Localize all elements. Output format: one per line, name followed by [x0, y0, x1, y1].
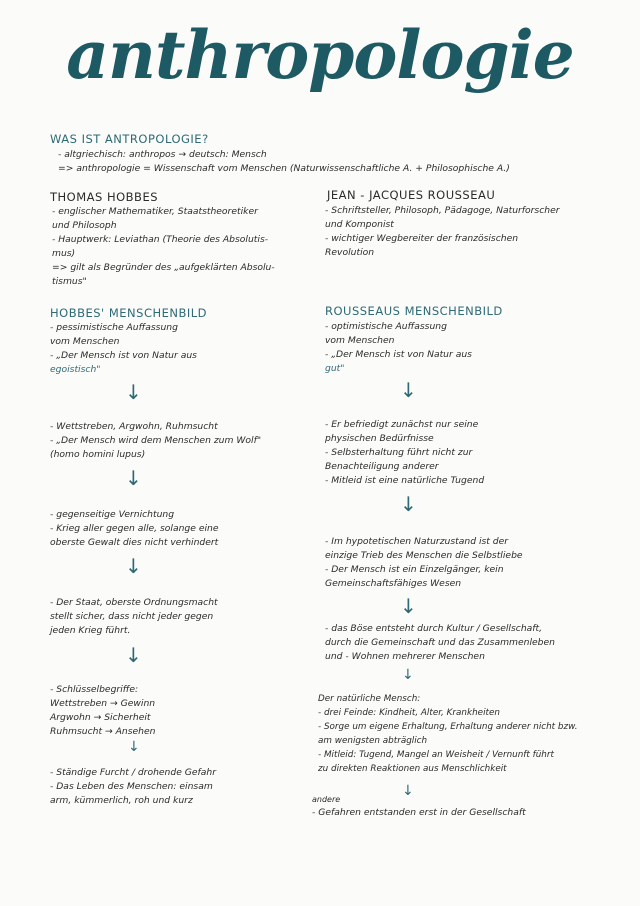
rousseau-block-2: [325, 418, 484, 488]
rousseau-block-1: [325, 320, 472, 376]
text-line: - gegenseitige Vernichtung: [50, 509, 175, 520]
hobbes-line: tismus": [52, 276, 87, 287]
text-line: - drei Feinde: Kindheit, Alter, Krankheiten: [318, 708, 500, 718]
text-line: arm, kümmerlich, roh und kurz: [50, 795, 193, 806]
hobbes-block-1: [50, 321, 197, 377]
hobbes-line: - englischer Mathematiker, Staatstheoretiker: [52, 206, 258, 217]
hobbes-line: mus): [52, 248, 76, 259]
section-heading-rousseau: JEAN - JACQUES ROUSSEAU: [327, 188, 496, 202]
text-line: gut": [325, 363, 345, 374]
text-line: - Schlüsselbegriffe:: [50, 684, 139, 695]
hobbes-bio: [52, 205, 275, 289]
text-line: - Ständige Furcht / drohende Gefahr: [50, 767, 217, 778]
text-line: Wettstreben → Gewinn: [50, 698, 156, 709]
text-line: - „Der Mensch wird dem Menschen zum Wolf": [50, 435, 262, 446]
down-arrow-icon: ↓: [402, 783, 414, 799]
text-line: oberste Gewalt dies nicht verhindert: [50, 537, 219, 548]
down-arrow-icon: ↓: [128, 739, 140, 755]
text-line: - optimistische Auffassung: [325, 321, 447, 332]
hobbes-block-5: [50, 683, 155, 739]
text-line: - Im hypotetischen Naturzustand ist der: [325, 536, 509, 547]
text-line: - Der Mensch ist ein Einzelgänger, kein: [325, 564, 504, 575]
text-line: - Krieg aller gegen alle, solange eine: [50, 523, 219, 534]
text-line: am wenigsten abträglich: [318, 736, 428, 746]
section-heading-rousseau-menschenbild: ROUSSEAUS MENSCHENBILD: [325, 304, 503, 318]
text-line: - Der Staat, oberste Ordnungsmacht: [50, 597, 218, 608]
text-line: Argwohn → Sicherheit: [50, 712, 151, 723]
text-line: Benachteiligung anderer: [325, 461, 439, 472]
text-line: einzige Trieb des Menschen die Selbstliebe: [325, 550, 523, 561]
text-line: - das Böse entsteht durch Kultur / Gesellschaft,: [325, 623, 543, 634]
down-arrow-icon: ↓: [125, 643, 142, 667]
down-arrow-icon: ↓: [400, 492, 417, 516]
text-line: physischen Bedürfnisse: [325, 433, 434, 444]
down-arrow-icon: ↓: [400, 378, 417, 402]
hobbes-line: - Hauptwerk: Leviathan (Theorie des Absolutis-: [52, 234, 269, 245]
hobbes-block-6: [50, 766, 216, 808]
hobbes-block-2: [50, 420, 261, 462]
hobbes-block-3: [50, 508, 219, 550]
text-line: zu direkten Reaktionen aus Menschlichkeit: [318, 764, 507, 774]
page-title: anthropologie: [66, 16, 574, 94]
text-line: Ruhmsucht → Ansehen: [50, 726, 156, 737]
text-line: - Das Leben des Menschen: einsam: [50, 781, 213, 792]
section-heading-was-ist: WAS IST ANTROPOLOGIE?: [50, 132, 209, 146]
was-ist-line: => anthropologie = Wissenschaft vom Menschen (Naturwissenschaftliche A. + Philosophische A.): [58, 163, 510, 174]
text-line: - Sorge um eigene Erhaltung, Erhaltung anderer nicht bzw.: [318, 722, 578, 732]
text-line: Gemeinschaftsfähiges Wesen: [325, 578, 462, 589]
down-arrow-icon: ↓: [125, 466, 142, 490]
text-line: stellt sicher, dass nicht jeder gegen: [50, 611, 214, 622]
hobbes-line: und Philosoph: [52, 220, 117, 231]
rousseau-line: und Komponist: [325, 219, 394, 230]
hobbes-line: => gilt als Begründer des „aufgeklärten Absolu-: [52, 262, 275, 273]
rousseau-line: - Schriftsteller, Philosoph, Pädagoge, Naturforscher: [325, 205, 560, 216]
text-line: - „Der Mensch ist von Natur aus: [50, 350, 197, 361]
rousseau-block-3: [325, 535, 523, 591]
rousseau-block-5: [318, 692, 578, 776]
text-line: - Er befriedigt zunächst nur seine: [325, 419, 479, 430]
text-line: - Wettstreben, Argwohn, Ruhmsucht: [50, 421, 218, 432]
text-line: - Mitleid: Tugend, Mangel an Weisheit / Vernunft führt: [318, 750, 554, 760]
text-line: - Mitleid ist eine natürliche Tugend: [325, 475, 485, 486]
was-ist-text: [58, 148, 510, 176]
rousseau-block-4: [325, 622, 555, 664]
text-line: und - Wohnen mehrerer Menschen: [325, 651, 485, 662]
text-line: vom Menschen: [50, 336, 120, 347]
was-ist-line: - altgriechisch: anthropos → deutsch: Mensch: [58, 149, 267, 160]
text-line: Der natürliche Mensch:: [318, 694, 421, 704]
rousseau-line: Revolution: [325, 247, 375, 258]
section-heading-hobbes: THOMAS HOBBES: [50, 190, 159, 204]
section-heading-hobbes-menschenbild: HOBBES' MENSCHENBILD: [50, 306, 208, 320]
hobbes-block-4: [50, 596, 218, 638]
down-arrow-icon: ↓: [125, 554, 142, 578]
rousseau-block-6: [312, 806, 526, 820]
annotation-note: andere: [312, 795, 341, 804]
rousseau-bio: [325, 204, 560, 260]
text-line: vom Menschen: [325, 335, 395, 346]
text-line: - Gefahren entstanden erst in der Gesellschaft: [312, 807, 526, 818]
down-arrow-icon: ↓: [400, 594, 417, 618]
text-line: - „Der Mensch ist von Natur aus: [325, 349, 472, 360]
text-line: - Selbsterhaltung führt nicht zur: [325, 447, 473, 458]
rousseau-line: - wichtiger Wegbereiter der französischen: [325, 233, 519, 244]
text-line: - pessimistische Auffassung: [50, 322, 178, 333]
down-arrow-icon: ↓: [402, 667, 414, 683]
text-line: (homo homini lupus): [50, 449, 146, 460]
text-line: egoistisch": [50, 364, 101, 375]
down-arrow-icon: ↓: [125, 380, 142, 404]
text-line: durch die Gemeinschaft und das Zusammenleben: [325, 637, 555, 648]
text-line: jeden Krieg führt.: [50, 625, 131, 636]
